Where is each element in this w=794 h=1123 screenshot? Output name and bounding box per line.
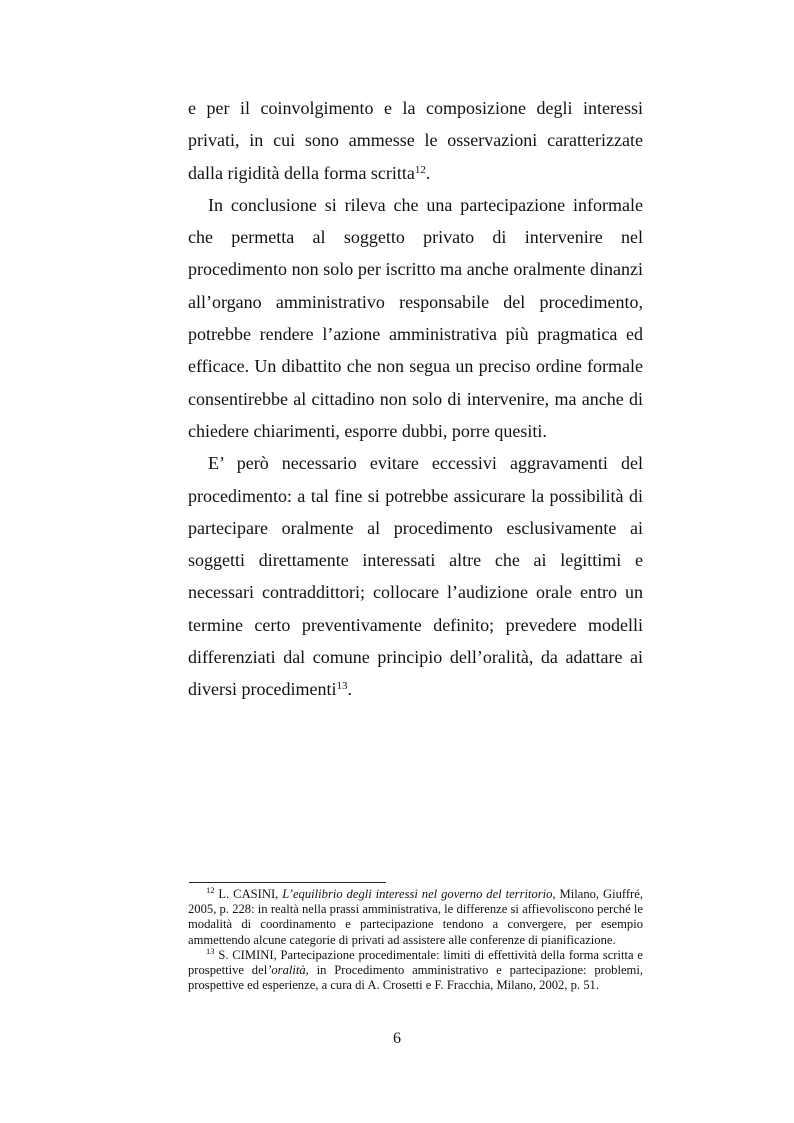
- footnotes: [188, 887, 643, 993]
- paragraph-3-end: .: [347, 679, 352, 700]
- footnote-ref-12[interactable]: 12: [414, 163, 426, 176]
- paragraph-2-text: In conclusione si rileva che una partecipazione informale che permetta al soggetto privato di intervenire nel procedimento non solo per iscritto ma anche oralmente dinanzi all’organo amministrativo responsabile del procedimento, potrebbe rendere l’azione amministrativa più pragmatica ed efficace. Un dibattito che non segua un preciso ordine formale consentirebbe al cittadino non solo di intervenire, ma anche di chiedere chiarimenti, esporre dubbi, porre quesiti.: [188, 194, 643, 441]
- footnote-13-number: 13: [206, 945, 215, 956]
- paragraph-3-text: E’ però necessario evitare eccessivi aggravamenti del procedimento: a tal fine si potrebbe assicurare la possibilità di partecipare oralmente al procedimento esclusivamente ai soggetti direttamente interessati altre che ai legittimi e necessari contraddittori; collocare l’audizione orale entro un termine certo preventivamente definito; prevedere modelli differenziati dal comune principio dell’oralità, da adattare ai diversi procedimenti: [188, 453, 643, 700]
- paragraph-2: [188, 189, 643, 447]
- page-number: 6: [393, 1030, 401, 1047]
- footnote-13: [188, 945, 643, 994]
- paragraph-1-end: .: [425, 162, 431, 183]
- footnote-12-title: L’equilibrio degli interessi nel governo del territorio: [282, 887, 553, 901]
- footnote-separator: [189, 882, 386, 883]
- paragraph-3: [188, 447, 643, 705]
- footnote-13-rest: , in Procedimento amministrativo e partecipazione: problemi, prospettive ed esperienze, a cura di A. Crosetti e F. Fracchia, Milano, 2002, p. 51.: [188, 963, 643, 993]
- body-text: [188, 92, 643, 706]
- footnote-12-rest: , Milano, Giuffré, 2005, p. 228: in realtà nella prassi amministrativa, le differenze si affievoliscono perché le modalità di coordinamento e partecipazione tendono a convergere, per esempio ammettendo alcune categorie di privati ad assistere alle conferenze di pianificazione.: [188, 887, 643, 947]
- footnote-12-author: L. CASINI,: [214, 887, 283, 901]
- paragraph-1: [188, 92, 643, 189]
- paragraph-1-text: e per il coinvolgimento e la composizione degli interessi privati, in cui sono ammesse le osservazioni caratterizzate dalla rigidità della forma scritta: [188, 98, 643, 183]
- footnote-13-author: S. CIMINI, Partecipazione procedimentale: limiti di effettività della forma scritta e prospettive del: [188, 947, 643, 978]
- footnote-12-number: 12: [206, 885, 215, 895]
- footnote-12: [188, 887, 643, 948]
- footnote-ref-13[interactable]: 13: [336, 680, 348, 693]
- footnote-13-title: ’oralità: [267, 963, 306, 978]
